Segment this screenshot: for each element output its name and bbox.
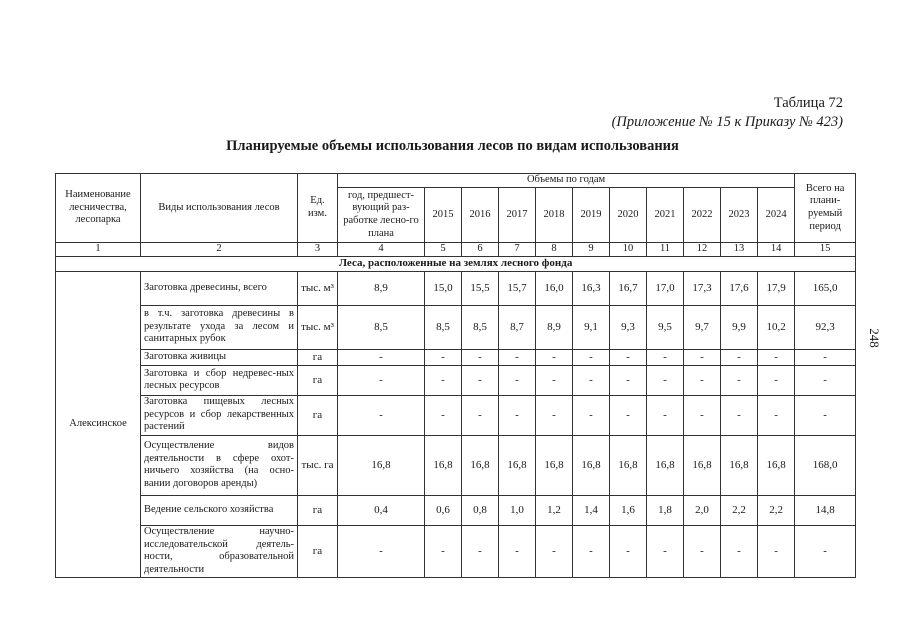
header-year: 2018 xyxy=(536,188,573,243)
total-value: 92,3 xyxy=(795,305,856,349)
year-value: - xyxy=(573,395,610,435)
header-year: 2017 xyxy=(499,188,536,243)
year-value: - xyxy=(499,395,536,435)
year-value: - xyxy=(610,349,647,365)
year-value: - xyxy=(610,525,647,577)
header-year: 2021 xyxy=(647,188,684,243)
unit: тыс. га xyxy=(298,435,338,495)
year-value: - xyxy=(758,349,795,365)
column-number: 9 xyxy=(573,243,610,257)
column-number: 8 xyxy=(536,243,573,257)
previous-year-value: 8,9 xyxy=(338,271,425,305)
year-value: - xyxy=(499,525,536,577)
column-number: 10 xyxy=(610,243,647,257)
header-year: 2020 xyxy=(610,188,647,243)
header-year: 2023 xyxy=(721,188,758,243)
unit: тыс. м³ xyxy=(298,271,338,305)
year-value: 9,9 xyxy=(721,305,758,349)
column-number: 12 xyxy=(684,243,721,257)
year-value: 10,2 xyxy=(758,305,795,349)
usage-type: Осуществление видов деятельности в сфере охот-ничьего хозяйства (на осно-вании договоров аренды) xyxy=(141,435,298,495)
forestry-name: Алексинское xyxy=(56,271,141,577)
year-value: 17,9 xyxy=(758,271,795,305)
header-year: 2022 xyxy=(684,188,721,243)
year-value: 9,5 xyxy=(647,305,684,349)
year-value: 2,2 xyxy=(758,495,795,525)
year-value: 17,0 xyxy=(647,271,684,305)
year-value: 15,5 xyxy=(462,271,499,305)
year-value: - xyxy=(721,365,758,395)
year-value: 15,0 xyxy=(425,271,462,305)
year-value: - xyxy=(684,395,721,435)
year-value: - xyxy=(462,365,499,395)
usage-type: Ведение сельского хозяйства xyxy=(141,495,298,525)
usage-type: в т.ч. заготовка древесины в результате ухода за лесом и санитарных рубок xyxy=(141,305,298,349)
column-number: 6 xyxy=(462,243,499,257)
year-value: 1,0 xyxy=(499,495,536,525)
year-value: - xyxy=(536,349,573,365)
unit: тыс. м³ xyxy=(298,305,338,349)
total-value: - xyxy=(795,525,856,577)
year-value: 1,6 xyxy=(610,495,647,525)
column-number: 2 xyxy=(141,243,298,257)
order-reference: (Приложение № 15 к Приказу № 423) xyxy=(611,114,843,130)
year-value: - xyxy=(462,395,499,435)
year-value: - xyxy=(647,395,684,435)
year-value: - xyxy=(647,525,684,577)
year-value: - xyxy=(425,525,462,577)
total-value: 14,8 xyxy=(795,495,856,525)
previous-year-value: - xyxy=(338,395,425,435)
year-value: - xyxy=(758,365,795,395)
year-value: 8,9 xyxy=(536,305,573,349)
year-value: - xyxy=(499,365,536,395)
year-value: - xyxy=(647,365,684,395)
year-value: - xyxy=(610,395,647,435)
year-value: - xyxy=(721,349,758,365)
year-value: 16,8 xyxy=(499,435,536,495)
table-row xyxy=(56,395,856,435)
year-value: 1,4 xyxy=(573,495,610,525)
previous-year-value: 0,4 xyxy=(338,495,425,525)
table-label: Таблица 72 xyxy=(773,95,843,111)
year-value: - xyxy=(721,395,758,435)
year-value: - xyxy=(425,395,462,435)
year-value: - xyxy=(721,525,758,577)
year-value: - xyxy=(573,525,610,577)
year-value: 17,6 xyxy=(721,271,758,305)
unit: га xyxy=(298,349,338,365)
year-value: 16,8 xyxy=(536,435,573,495)
year-value: 9,7 xyxy=(684,305,721,349)
year-value: 0,8 xyxy=(462,495,499,525)
year-value: 9,3 xyxy=(610,305,647,349)
header-total: Всего на плани-руемый период xyxy=(795,174,856,243)
unit: га xyxy=(298,525,338,577)
year-value: 8,7 xyxy=(499,305,536,349)
unit: га xyxy=(298,365,338,395)
year-value: - xyxy=(684,525,721,577)
year-value: - xyxy=(536,365,573,395)
usage-type: Заготовка пищевых лесных ресурсов и сбор лекарственных растений xyxy=(141,395,298,435)
column-number: 14 xyxy=(758,243,795,257)
table-row xyxy=(56,349,856,365)
page-heading: Планируемые объемы использования лесов по видам использования xyxy=(226,138,679,154)
usage-type: Заготовка древесины, всего xyxy=(141,271,298,305)
year-value: - xyxy=(610,365,647,395)
total-value: - xyxy=(795,395,856,435)
year-value: 0,6 xyxy=(425,495,462,525)
unit: га xyxy=(298,495,338,525)
year-value: 1,2 xyxy=(536,495,573,525)
column-number: 5 xyxy=(425,243,462,257)
table-row xyxy=(56,365,856,395)
year-value: 15,7 xyxy=(499,271,536,305)
year-value: 16,7 xyxy=(610,271,647,305)
year-value: 16,8 xyxy=(462,435,499,495)
usage-type: Заготовка живицы xyxy=(141,349,298,365)
total-value: 165,0 xyxy=(795,271,856,305)
header-previous-year: год, предшест-вующий раз-работке лесно-го плана xyxy=(338,188,425,243)
header-unit: Ед. изм. xyxy=(298,174,338,243)
column-number: 3 xyxy=(298,243,338,257)
year-value: 16,8 xyxy=(758,435,795,495)
table-row xyxy=(56,495,856,525)
table-row xyxy=(56,525,856,577)
year-value: - xyxy=(425,349,462,365)
column-number: 13 xyxy=(721,243,758,257)
year-value: 8,5 xyxy=(462,305,499,349)
year-value: 16,8 xyxy=(610,435,647,495)
year-value: - xyxy=(758,525,795,577)
unit: га xyxy=(298,395,338,435)
header-usage-types: Виды использования лесов xyxy=(141,174,298,243)
year-value: - xyxy=(573,349,610,365)
usage-type: Заготовка и сбор недревес-ных лесных ресурсов xyxy=(141,365,298,395)
previous-year-value: 8,5 xyxy=(338,305,425,349)
year-value: - xyxy=(684,349,721,365)
header-forestry: Наименование лесничества, лесопарка xyxy=(56,174,141,243)
previous-year-value: - xyxy=(338,525,425,577)
header-year: 2019 xyxy=(573,188,610,243)
column-number: 15 xyxy=(795,243,856,257)
year-value: 16,8 xyxy=(573,435,610,495)
previous-year-value: - xyxy=(338,365,425,395)
year-value: 9,1 xyxy=(573,305,610,349)
year-value: 16,3 xyxy=(573,271,610,305)
year-value: 2,2 xyxy=(721,495,758,525)
year-value: 16,8 xyxy=(721,435,758,495)
usage-type: Осуществление научно-исследовательской деятель-ности, образовательной деятельности xyxy=(141,525,298,577)
year-value: - xyxy=(758,395,795,435)
year-value: - xyxy=(462,525,499,577)
year-value: - xyxy=(647,349,684,365)
header-volumes-by-year: Объемы по годам xyxy=(338,174,795,188)
year-value: - xyxy=(536,525,573,577)
year-value: 2,0 xyxy=(684,495,721,525)
usage-volumes-table xyxy=(55,173,856,578)
year-value: - xyxy=(684,365,721,395)
table-row xyxy=(56,435,856,495)
header-year: 2024 xyxy=(758,188,795,243)
header-year: 2015 xyxy=(425,188,462,243)
year-value: 16,8 xyxy=(647,435,684,495)
total-value: - xyxy=(795,349,856,365)
section-heading: Леса, расположенные на землях лесного фонда xyxy=(56,256,856,271)
year-value: 16,0 xyxy=(536,271,573,305)
total-value: 168,0 xyxy=(795,435,856,495)
year-value: - xyxy=(425,365,462,395)
year-value: - xyxy=(536,395,573,435)
year-value: - xyxy=(573,365,610,395)
column-number-row xyxy=(56,243,856,257)
header-year: 2016 xyxy=(462,188,499,243)
year-value: 16,8 xyxy=(425,435,462,495)
year-value: 16,8 xyxy=(684,435,721,495)
year-value: 8,5 xyxy=(425,305,462,349)
column-number: 4 xyxy=(338,243,425,257)
year-value: - xyxy=(499,349,536,365)
total-value: - xyxy=(795,365,856,395)
table-row xyxy=(56,271,856,305)
column-number: 1 xyxy=(56,243,141,257)
year-value: 1,8 xyxy=(647,495,684,525)
table-row xyxy=(56,305,856,349)
previous-year-value: 16,8 xyxy=(338,435,425,495)
column-number: 11 xyxy=(647,243,684,257)
year-value: - xyxy=(462,349,499,365)
year-value: 17,3 xyxy=(684,271,721,305)
previous-year-value: - xyxy=(338,349,425,365)
page-number: 248 xyxy=(866,328,882,348)
column-number: 7 xyxy=(499,243,536,257)
